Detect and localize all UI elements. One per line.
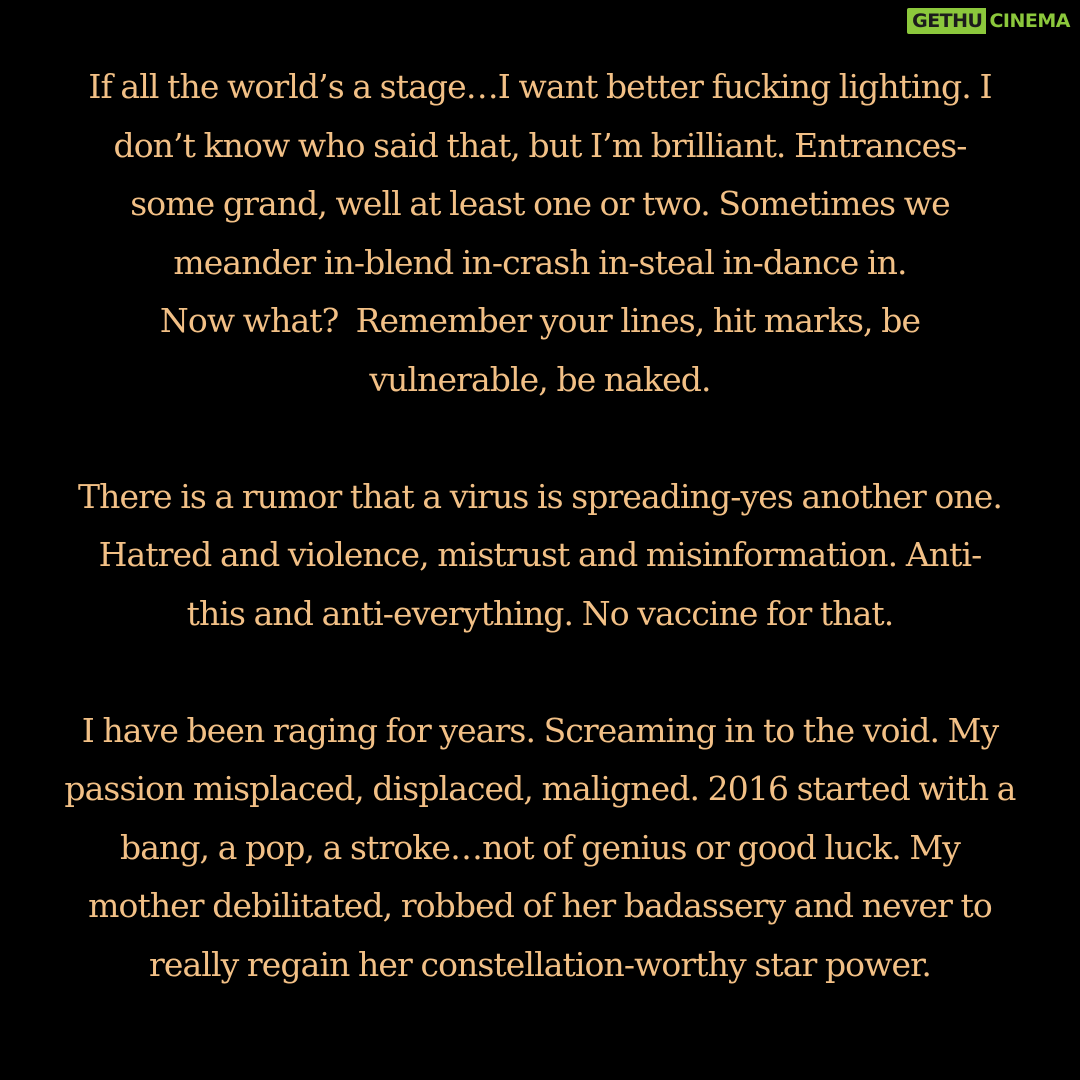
text-line: bang, a pop, a stroke…not of genius or good luck. My — [119, 827, 961, 867]
text-line: Hatred and violence, mistrust and misinformation. Anti- — [98, 535, 982, 574]
text-line: meander in-blend in-crash in-steal in-dance in. — [173, 242, 907, 282]
text-line: Now what? Remember your lines, hit marks, be — [159, 301, 921, 340]
text-line: mother debilitated, robbed of her badassery and never to — [88, 886, 992, 925]
paragraph-3 — [20, 702, 1060, 995]
watermark-part-2: CINEMA — [989, 10, 1070, 32]
paragraph-spacer — [20, 409, 1060, 468]
text-line: passion misplaced, displaced, maligned. 2016 started with a — [64, 769, 1016, 808]
paragraph-2 — [20, 468, 1060, 644]
text-line: There is a rumor that a virus is spreading-yes another one. — [78, 476, 1002, 516]
text-line: this and anti-everything. No vaccine for that. — [186, 593, 894, 633]
text-line: really regain her constellation-worthy star power. — [149, 944, 931, 984]
text-line: If all the world’s a stage…I want better fucking lighting. I — [88, 67, 992, 106]
text-line: I have been raging for years. Screaming in to the void. My — [81, 710, 999, 750]
text-line: don’t know who said that, but I’m brilliant. Entrances- — [113, 125, 967, 165]
text-line: some grand, well at least one or two. Sometimes we — [130, 184, 950, 223]
post-text — [20, 58, 1060, 994]
paragraph-spacer — [20, 643, 1060, 702]
watermark-part-1: GETHU — [907, 8, 986, 34]
text-line: vulnerable, be naked. — [369, 359, 711, 399]
watermark-logo — [907, 8, 1072, 34]
paragraph-1 — [20, 58, 1060, 409]
